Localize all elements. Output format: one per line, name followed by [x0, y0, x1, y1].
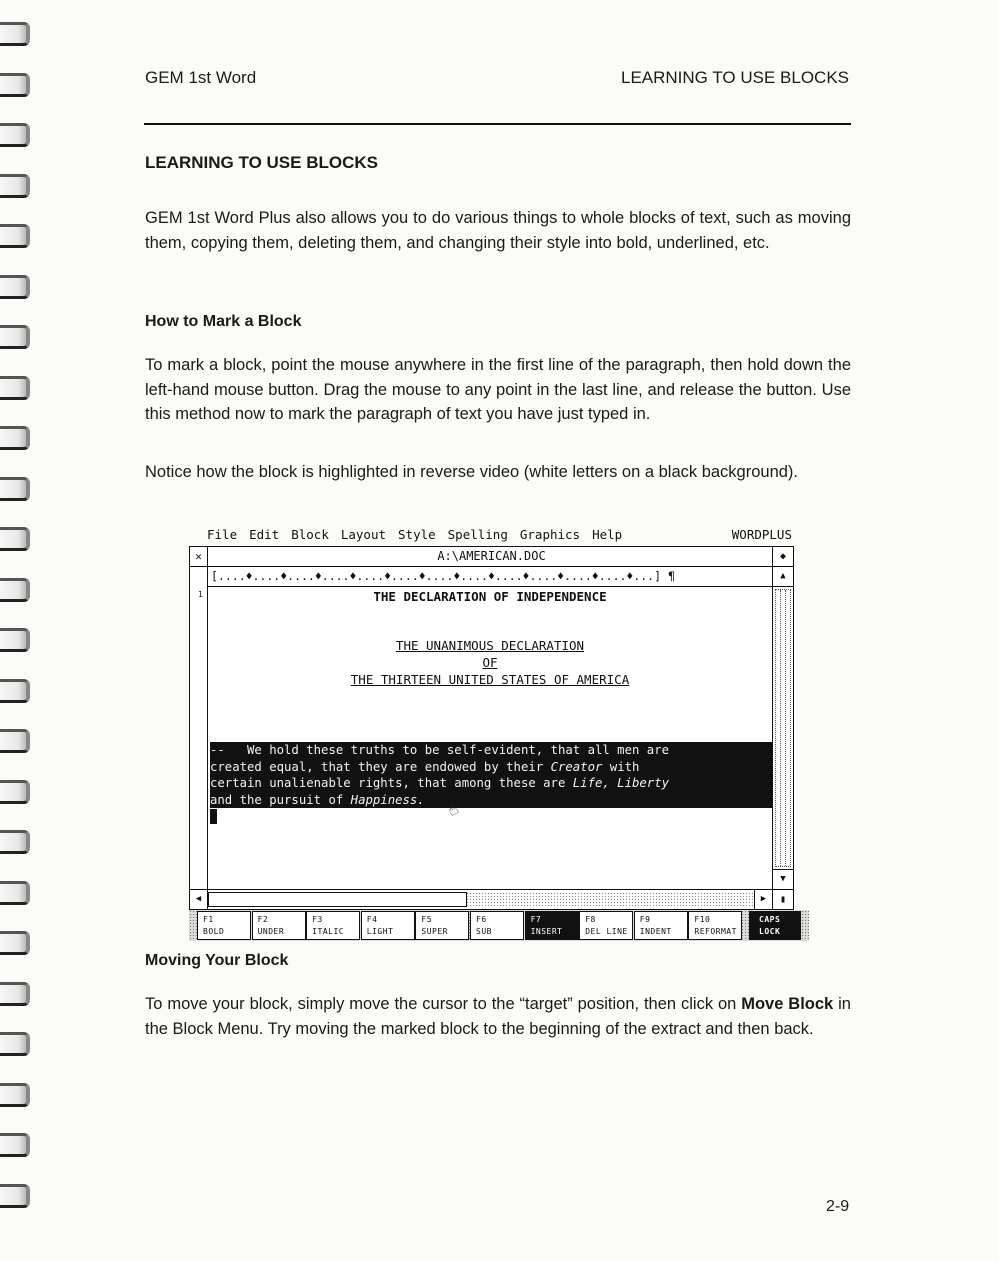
- resize-icon[interactable]: ▮: [772, 889, 793, 909]
- text-cursor: [210, 809, 217, 824]
- fkey-f2[interactable]: [252, 911, 306, 940]
- binding-ring: [0, 729, 30, 753]
- menu-file[interactable]: File: [207, 527, 238, 542]
- binding-ring: [0, 325, 30, 349]
- running-head-left: GEM 1st Word: [145, 68, 257, 87]
- binding-ring: [0, 275, 30, 299]
- app-brand: WORDPLUS: [731, 527, 792, 542]
- gem-menu-bar: [207, 527, 792, 547]
- fkey-label: BOLD: [203, 927, 225, 936]
- fkey-f3[interactable]: [306, 911, 360, 940]
- binding-ring: [0, 224, 30, 248]
- doc-title: THE DECLARATION OF INDEPENDENCE: [373, 589, 607, 604]
- horizontal-scrollbar[interactable]: [190, 889, 772, 909]
- binding-ring: [0, 628, 30, 652]
- fkey-label: DEL LINE: [585, 927, 628, 936]
- menu-edit[interactable]: Edit: [249, 527, 280, 542]
- doc-line-1: THE UNANIMOUS DECLARATION: [395, 638, 585, 653]
- fkey-number: F2: [257, 915, 269, 924]
- fkey-label: ITALIC: [312, 927, 345, 936]
- spiral-binding: [0, 0, 40, 1261]
- line-gutter: [190, 567, 208, 889]
- selected-line: [210, 792, 772, 809]
- page-number: 2-9: [826, 1198, 850, 1215]
- line-number: 1: [198, 590, 203, 599]
- binding-ring: [0, 881, 30, 905]
- fkey-number: F10: [694, 915, 711, 924]
- fkey-number: F4: [366, 915, 378, 924]
- window-title[interactable]: A:\AMERICAN.DOC: [190, 547, 793, 567]
- running-head-right: LEARNING TO USE BLOCKS: [621, 68, 849, 87]
- binding-ring: [0, 527, 30, 551]
- binding-ring: [0, 578, 30, 602]
- binding-ring: [0, 22, 30, 46]
- fkey-number: F9: [639, 915, 651, 924]
- binding-ring: [0, 1032, 30, 1056]
- binding-ring: [0, 174, 30, 198]
- fullscreen-icon[interactable]: ◆: [772, 547, 793, 566]
- fkey-f10[interactable]: [688, 911, 742, 940]
- binding-ring: [0, 123, 30, 147]
- selected-line: [210, 775, 772, 792]
- moving-text-post: in the Block Menu. Try moving the marked block to the beginning of the extract and then back.: [145, 995, 851, 1038]
- vertical-scroll-track[interactable]: [775, 589, 791, 867]
- binding-ring: [0, 830, 30, 854]
- caps-line-1: CAPS: [759, 915, 781, 924]
- fkey-label: REFORMAT: [694, 927, 737, 936]
- notice-paragraph: Notice how the block is highlighted in reverse video (white letters on a black background).: [145, 463, 799, 481]
- selected-text: Happiness.: [350, 792, 425, 807]
- fkey-label: SUPER: [421, 927, 448, 936]
- selected-line: [210, 759, 772, 776]
- section-title: LEARNING TO USE BLOCKS: [145, 153, 378, 172]
- fkey-f6[interactable]: [470, 911, 524, 940]
- selected-text: certain unalienable rights, that among these are: [210, 776, 573, 790]
- scroll-down-icon[interactable]: ▼: [773, 869, 793, 889]
- selected-text: Creator: [550, 759, 603, 774]
- binding-ring: [0, 982, 30, 1006]
- doc-line-3: THE THIRTEEN UNITED STATES OF AMERICA: [350, 672, 630, 687]
- selected-text: [425, 793, 432, 807]
- binding-ring: [0, 1083, 30, 1107]
- fkey-label: LIGHT: [366, 927, 394, 936]
- selected-text: with: [602, 759, 640, 774]
- binding-ring: [0, 931, 30, 955]
- fkey-f8[interactable]: [579, 911, 633, 940]
- menu-layout[interactable]: Layout: [340, 527, 387, 542]
- scroll-up-icon[interactable]: ▲: [773, 567, 793, 587]
- vertical-scrollbar[interactable]: [772, 567, 793, 889]
- fkey-number: F8: [585, 915, 596, 924]
- function-key-bar: [189, 910, 809, 941]
- horizontal-scroll-thumb[interactable]: [208, 892, 467, 907]
- document-window: [189, 546, 794, 910]
- fkey-number: F3: [312, 915, 323, 924]
- fkey-number: F6: [476, 915, 487, 924]
- binding-ring: [0, 426, 30, 450]
- fkey-number: F5: [421, 915, 433, 924]
- binding-ring: [0, 477, 30, 501]
- binding-ring: [0, 679, 30, 703]
- binding-ring: [0, 73, 30, 97]
- binding-ring: [0, 376, 30, 400]
- selected-text: created equal, that they are endowed by their: [210, 759, 551, 774]
- menu-block[interactable]: Block: [291, 527, 329, 542]
- scroll-right-icon[interactable]: ▶: [754, 890, 772, 909]
- fkey-label: SUB: [476, 927, 492, 936]
- selected-line: [210, 742, 772, 759]
- menu-style[interactable]: Style: [398, 527, 436, 542]
- fkey-label: INDENT: [639, 927, 672, 936]
- fkey-f4[interactable]: [361, 911, 415, 940]
- doc-line-2: OF: [482, 655, 498, 670]
- fkey-f7[interactable]: [525, 911, 579, 940]
- selected-text: Life, Liberty: [572, 776, 670, 790]
- horizontal-scroll-track[interactable]: [208, 892, 754, 907]
- menu-graphics[interactable]: Graphics: [519, 527, 581, 542]
- fkey-f9[interactable]: [634, 911, 688, 940]
- fkey-f5[interactable]: [415, 911, 469, 940]
- selected-text: -- We hold these truths to be self-evident, that all men are: [210, 743, 670, 757]
- header-rule: [144, 123, 851, 125]
- caps-lock-indicator: [749, 911, 801, 940]
- document-area[interactable]: [208, 588, 772, 888]
- fkey-f1[interactable]: [197, 911, 251, 940]
- moving-text-pre: To move your block, simply move the cursor to the “target” position, then click on: [145, 995, 742, 1013]
- selected-block[interactable]: [210, 742, 772, 808]
- fkey-number: F1: [203, 915, 214, 924]
- moving-paragraph: [145, 992, 851, 1041]
- menu-spelling[interactable]: Spelling: [447, 527, 508, 542]
- menu-help[interactable]: Help: [592, 527, 623, 542]
- fkey-label: INSERT: [530, 927, 563, 936]
- selected-text: and the pursuit of: [210, 792, 351, 807]
- move-block-term: Move Block: [741, 995, 834, 1013]
- caps-line-2: LOCK: [759, 927, 781, 936]
- binding-ring: [0, 1133, 30, 1157]
- binding-ring: [0, 780, 30, 804]
- ruler[interactable]: [....♦....♦....♦....♦....♦....♦....♦....♦....♦....♦....♦....♦...] ¶: [207, 567, 772, 587]
- binding-ring: [0, 1184, 30, 1208]
- mouse-pointer-icon: ☝: [443, 798, 462, 821]
- fkey-number: F7: [530, 915, 542, 924]
- moving-heading: Moving Your Block: [145, 952, 289, 969]
- scroll-left-icon[interactable]: ◀: [190, 890, 208, 909]
- mark-block-heading: How to Mark a Block: [145, 313, 302, 330]
- close-icon[interactable]: ✕: [190, 547, 208, 566]
- gem-screenshot-figure: [187, 525, 812, 943]
- mark-block-paragraph: To mark a block, point the mouse anywhere in the first line of the paragraph, then hold down the left-hand mouse button. Drag the mouse to any point in the last line, and release the button. Use this method now to mark the paragraph of text you have just typed in.: [145, 356, 851, 423]
- fkey-label: UNDER: [257, 927, 285, 936]
- intro-paragraph: GEM 1st Word Plus also allows you to do various things to whole blocks of text, such as moving them, copying them, deleting them, and changing their style into bold, underlined, etc.: [145, 209, 851, 252]
